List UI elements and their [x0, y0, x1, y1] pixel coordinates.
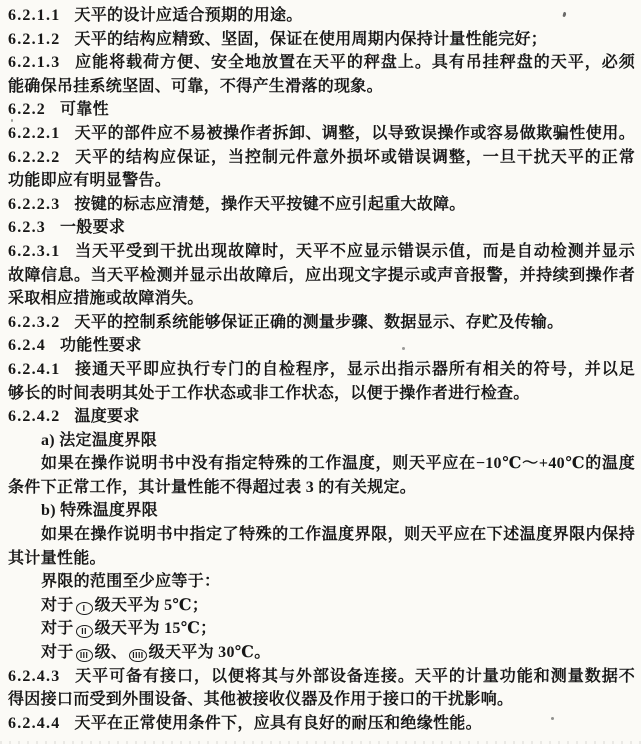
item-text: b) 特殊温度界限	[41, 502, 158, 520]
clause-6-2-1-3-continuation	[8, 75, 635, 99]
clause-number: 6.2.2.1	[8, 124, 61, 142]
clause-6-2-1-2	[8, 28, 635, 52]
section-title: 温度要求	[74, 408, 140, 426]
item-text: a) 法定温度界限	[41, 431, 158, 449]
temp-limit-class-3-4	[8, 641, 635, 665]
class-i-numeral: I	[82, 602, 86, 613]
section-title: 功能性要求	[60, 337, 142, 355]
special-temperature-paragraph	[8, 523, 635, 547]
clause-6-2-2-2-continuation	[8, 169, 635, 193]
paragraph-text: 其计量性能。	[8, 549, 106, 567]
clause-text: 按键的标志应清楚，操作天平按键不应引起重大故障。	[74, 195, 466, 213]
clause-number: 6.2.4.4	[8, 714, 61, 732]
clause-6-2-2-3	[8, 193, 635, 217]
item-text: 级天平为 30℃。	[148, 644, 271, 662]
clause-text: 天平的控制系统能够保证正确的测量步骤、数据显示、存贮及传输。	[74, 313, 564, 331]
clause-number: 6.2.1.2	[8, 30, 61, 48]
clause-number: 6.2.3.1	[8, 242, 61, 260]
section-title: 一般要求	[60, 219, 126, 237]
clause-text: 当天平受到干扰出现故障时，天平不应显示错误示值，而是自动检测并显示	[74, 242, 635, 260]
clause-6-2-2-1	[8, 122, 635, 146]
clause-6-2-3-1-continuation-2	[8, 287, 635, 311]
limit-range-intro	[8, 570, 635, 594]
clause-6-2-1-3	[8, 51, 635, 75]
clause-6-2-3-1	[8, 240, 635, 264]
section-heading-6-2-2	[8, 98, 635, 122]
clause-number: 6.2.2.2	[8, 148, 61, 166]
section-heading-6-2-4-2	[8, 405, 635, 429]
section-number: 6.2.2	[8, 101, 46, 119]
section-number: 6.2.3	[8, 219, 46, 237]
clause-number: 6.2.1.1	[8, 7, 61, 24]
item-b-heading	[8, 499, 635, 523]
clause-text: 天平的结构应保证，当控制元件意外损坏或错误调整，一旦干扰天平的正常	[74, 148, 635, 166]
special-temperature-continuation	[8, 547, 635, 571]
paragraph-text: 如果在操作说明书中指定了特殊的工作温度界限，则天平应在下述温度界限内保持	[41, 526, 635, 544]
clause-text: 得因接口而受到外围设备、其他被接收仪器及作用于接口的干扰影响。	[8, 691, 514, 709]
clause-text: 天平的设计应适合预期的用途。	[74, 7, 303, 24]
section-title: 可靠性	[60, 101, 109, 119]
item-text: 对于	[41, 596, 74, 614]
class-iiii-numeral: IIII	[132, 650, 144, 661]
clause-6-2-4-3	[8, 665, 635, 689]
class-ii-numeral: II	[81, 626, 87, 637]
ink-speck	[11, 119, 13, 122]
paragraph-text: 如果在操作说明书中没有指定特殊的工作温度，则天平应在−10℃～+40℃的温度	[41, 455, 635, 473]
paragraph-text: 条件下正常工作，其计量性能不得超过表 3 的有关规定。	[8, 478, 417, 496]
item-text: 级天平为 5℃；	[94, 596, 209, 614]
clause-6-2-2-2	[8, 146, 635, 170]
item-text: 级天平为 15℃；	[94, 620, 217, 638]
clause-text: 天平可备有接口，以便将其与外部设备连接。天平的计量功能和测量数据不	[74, 667, 635, 685]
clause-text: 功能即应有明显警告。	[8, 172, 172, 190]
clause-6-2-1-1	[8, 4, 635, 28]
legal-temperature-paragraph	[8, 452, 635, 476]
class-i-symbol	[76, 602, 93, 615]
clause-text: 天平在正常使用条件下，应具有良好的耐压和绝缘性能。	[74, 714, 482, 732]
item-text: 对于	[41, 644, 74, 662]
temp-limit-class-1	[8, 594, 635, 618]
clause-number: 6.2.1.3	[8, 54, 61, 72]
item-text: 对于	[41, 620, 74, 638]
clause-text: 天平的结构应精致、坚固，保证在使用周期内保持计量性能完好；	[74, 30, 548, 48]
section-number: 6.2.4.2	[8, 408, 61, 426]
clause-number: 6.2.4.3	[8, 667, 61, 685]
section-heading-6-2-3	[8, 216, 635, 240]
paragraph-text: 界限的范围至少应等于：	[41, 573, 221, 591]
clause-text: 应能将载荷方便、安全地放置在天平的秤盘上。具有吊挂秤盘的天平，必须	[74, 54, 635, 72]
item-text: 级、	[94, 644, 128, 662]
clause-text: 能确保吊挂系统坚固、可靠，不得产生滑落的现象。	[8, 77, 383, 95]
class-ii-symbol	[76, 625, 93, 638]
clause-6-2-3-2	[8, 311, 635, 335]
class-iii-symbol	[76, 649, 93, 662]
ink-speck	[402, 347, 405, 350]
clause-6-2-3-1-continuation-1	[8, 264, 635, 288]
clause-text: 采取相应措施或故障消失。	[8, 290, 204, 308]
clause-number: 6.2.3.2	[8, 313, 61, 331]
clause-6-2-4-3-continuation	[8, 688, 635, 712]
clause-number: 6.2.4.1	[8, 360, 61, 378]
class-iii-numeral: III	[79, 650, 89, 661]
item-a-heading	[8, 429, 635, 453]
clause-text: 天平的部件应不易被操作者拆卸、调整，以导致误操作或容易做欺骗性使用。	[74, 124, 635, 142]
clause-6-2-4-4	[8, 712, 635, 736]
clause-text: 接通天平即应执行专门的自检程序，显示出指示器所有相关的符号，并以足	[74, 360, 635, 378]
legal-temperature-continuation	[8, 476, 635, 500]
clause-6-2-4-1	[8, 358, 635, 382]
clause-6-2-4-1-continuation	[8, 382, 635, 406]
clause-text: 够长的时间表明其处于工作状态或非工作状态，以便于操作者进行检查。	[8, 384, 530, 402]
clause-number: 6.2.2.3	[8, 195, 61, 213]
section-heading-6-2-4	[8, 334, 635, 358]
clause-text: 故障信息。当天平检测并显示出故障后，应出现文字提示或声音报警，并持续到操作者	[8, 266, 635, 284]
section-number: 6.2.4	[8, 337, 46, 355]
ink-speck	[551, 717, 554, 720]
temp-limit-class-2	[8, 617, 635, 641]
class-iiii-symbol	[129, 649, 146, 662]
